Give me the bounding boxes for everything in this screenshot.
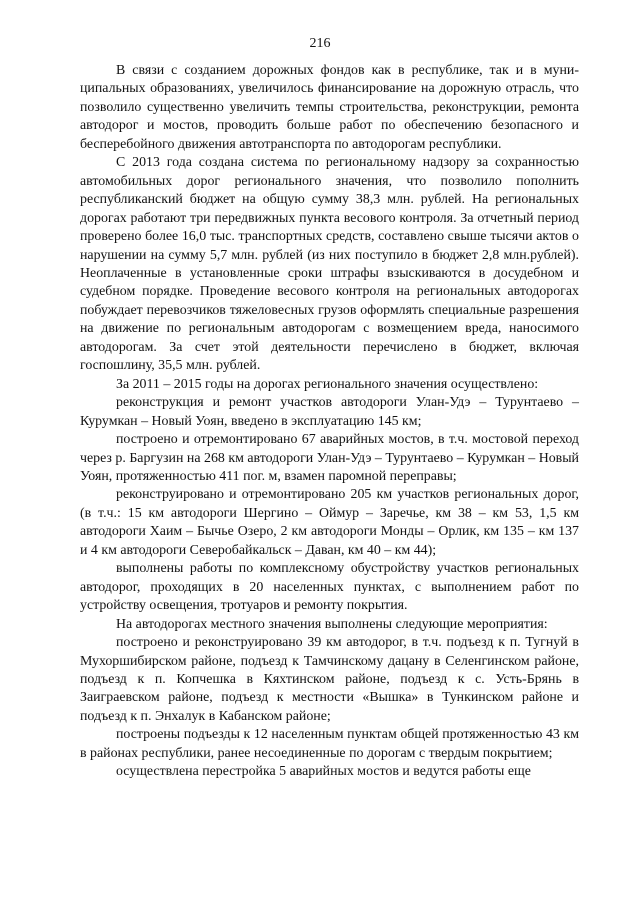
paragraph-reconstruction-ulan-ude: реконструкция и ремонт участков автодороги Улан-Удэ – Турунтаево – Курумкан – Новый Уоян, введено в эксплуатацию 145 км;	[80, 395, 579, 429]
paragraph-bridge-rebuild: осуществлена перестройка 5 аварийных мостов и ведутся работы еще	[116, 764, 531, 780]
paragraph-local-construction: построено и реконструировано 39 км автодорог, в т.ч. подъезд к п. Тугнуй в Мухоршибирском районе, подъезд к Тамчинскому дацану в Селенгинском районе, подъезд к п. Копчешка в Кяхтинском районе, подъезд к с. Усть-Брянь в Заиграевском районе, подъезд к местности «Вышка» в Тункинском районе и подъезд к п. Энхалук в Кабанском районе;	[80, 635, 579, 724]
paragraph-regional-repairs: реконструировано и отремонтировано 205 км участков региональных дорог, (в т.ч.: 15 км автодороги Шергино – Оймур – Заречье, км 38 – км 53, 1,5 км автодороги Хаим – Бычье Озеро, 2 км автодороги Монды – Орлик, км 135 – км 137 и 4 км автодороги Северобайкальск – Даван, км 40 – км 44);	[80, 487, 579, 558]
paragraph-local-roads-intro: На автодорогах местного значения выполнены следующие мероприятия:	[116, 616, 548, 632]
paragraph-regional-roads-intro: За 2011 – 2015 годы на дорогах регионального значения осуществлено:	[116, 376, 539, 392]
body-text	[80, 62, 579, 782]
paragraph-settlement-works: выполнены работы по комплексному обустройству участков региональных автодорог, проходящих в 20 населенных пунктах, с выполнением работ по устройству освещения, тротуаров и ремонту покрытия.	[80, 561, 579, 614]
page-number: 216	[309, 36, 331, 51]
paragraph-bridges: построено и отремонтировано 67 аварийных мостов, в т.ч. мостовой переход через р. Баргузин на 268 км автодороги Улан-Удэ – Турунтаево – Курумкан – Новый Уоян, протяженностью 411 пог. м, взамен паромной переправы;	[80, 432, 579, 484]
paragraph-access-roads: построены подъезды к 12 населенным пунктам общей протяженностью 43 км в районах республики, ранее несоединенные по дорогам с твердым покрытием;	[80, 727, 579, 761]
paragraph-road-funds: В связи с созданием дорожных фондов как в республике, так и в муниципальных образованиях, увеличилось финансирование на дорожную отрасль, что позволило существенно увеличить темпы строительства, реконструкции, ремонта автодорог и мостов, проводить больше работ по обеспечению безопасного и бесперебойного движения автотранспорта по автодорогам республики.	[80, 63, 579, 152]
paragraph-weight-control: С 2013 года создана система по региональному надзору за сохранностью автомобильных дорог регионального значения, что позволило пополнить республиканский бюджет на общую сумму 38,3 млн. рублей. На региональных дорогах работают три передвижных пункта весового контроля. За отчетный период проверено более 16,0 тыс. транспортных средств, составлено свыше тысячи актов о нарушении на сумму 5,7 млн. рублей (из них поступило в бюджет 2,8 млн.рублей). Неоплаченные в установленные сроки штрафы взыскиваются в досудебном и судебном порядке. Проведение весового контроля на региональных автодорогах побуждает перевозчиков тяжеловесных грузов оформлять специальные разрешения на движение по региональным автодорогам с возмещением вреда, наносимого автодорогам. За счет этой деятельности перечислено в бюджет, включая госпошлину, 35,5 млн. рублей.	[80, 155, 579, 374]
